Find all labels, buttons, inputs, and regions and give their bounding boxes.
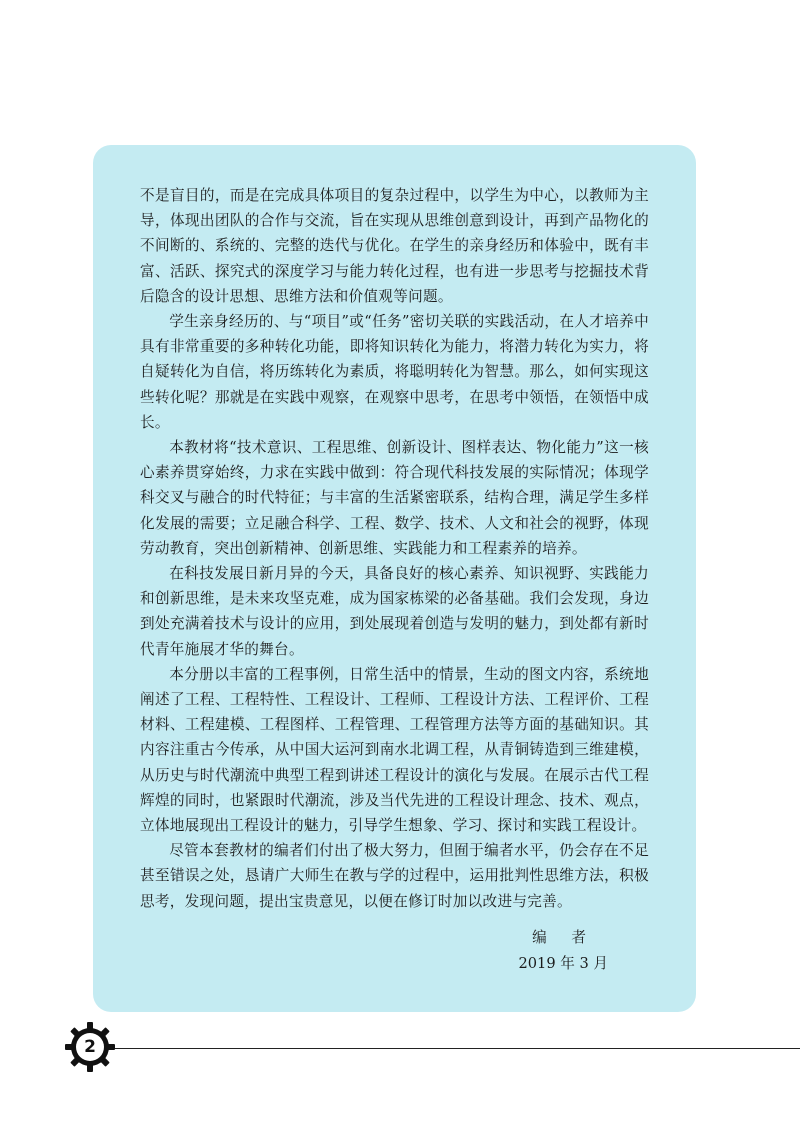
date-line: 2019 年 3 月 bbox=[518, 955, 608, 972]
paragraph-5: 本分册以丰富的工程事例，日常生活中的情景，生动的图文内容，系统地阐述了工程、工程特性、工程设计、工程师、工程设计方法、工程评价、工程材料、工程建模、工程图样、工程管理、工程管理方法等方面的基础知识。其内容注重古今传承，从中国大运河到南水北调工程，从青铜铸造到三维建模，从历史与时代潮流中典型工程到讲述工程设计的演化与发展。在展示古代工程辉煌的同时，也紧跟时代潮流，涉及当代先进的工程设计理念、技术、观点，立体地展现出工程设计的魅力，引导学生想象、学习、探讨和实践工程设计。 bbox=[140, 665, 649, 835]
paragraph-6: 尽管本套教材的编者们付出了极大努力，但囿于编者水平，仍会存在不足甚至错误之处，恳请广大师生在教与学的过程中，运用批判性思维方法，积极思考，发现问题，提出宝贵意见，以便在修订时加以改进与完善。 bbox=[140, 842, 649, 910]
paragraph-4: 在科技发展日新月异的今天，具备良好的核心素养、知识视野、实践能力和创新思维，是未来攻坚克难，成为国家栋梁的必备基础。我们会发现，身边到处充满着技术与设计的应用，到处展现着创造与发明的魅力，到处都有新时代青年施展才华的舞台。 bbox=[140, 565, 649, 658]
text-panel bbox=[93, 145, 696, 1012]
paragraph-1: 不是盲目的，而是在完成具体项目的复杂过程中，以学生为中心，以教师为主导，体现出团队的合作与交流，旨在实现从思维创意到设计，再到产品物化的不间断的、系统的、完整的迭代与优化。在学生的亲身经历和体验中，既有丰富、活跃、探究式的深度学习与能力转化过程，也有进一步思考与挖掘技术背后隐含的设计思想、思维方法和价值观等问题。 bbox=[140, 187, 649, 305]
signature-block bbox=[518, 925, 608, 977]
paragraph-2: 学生亲身经历的、与“项目”或“任务”密切关联的实践活动，在人才培养中具有非常重要的多种转化功能，即将知识转化为能力，将潜力转化为实力，将自疑转化为自信，将历练转化为素质，将聪明转化为智慧。那么，如何实现这些转化呢？那就是在实践中观察，在观察中思考，在思考中领悟，在领悟中成长。 bbox=[140, 313, 649, 431]
footer-rule bbox=[100, 1048, 800, 1049]
page-number: 2 bbox=[84, 1037, 96, 1057]
author-line: 编 者 bbox=[532, 929, 596, 946]
paragraph-3: 本教材将“技术意识、工程思维、创新设计、图样表达、物化能力”这一核心素养贯穿始终，力求在实践中做到：符合现代科技发展的实际情况；体现学科交叉与融合的时代特征；与丰富的生活紧密联系，结构合理，满足学生多样化发展的需要；立足融合科学、工程、数学、技术、人文和社会的视野，体现劳动教育，突出创新精神、创新思维、实践能力和工程素养的培养。 bbox=[140, 439, 649, 557]
